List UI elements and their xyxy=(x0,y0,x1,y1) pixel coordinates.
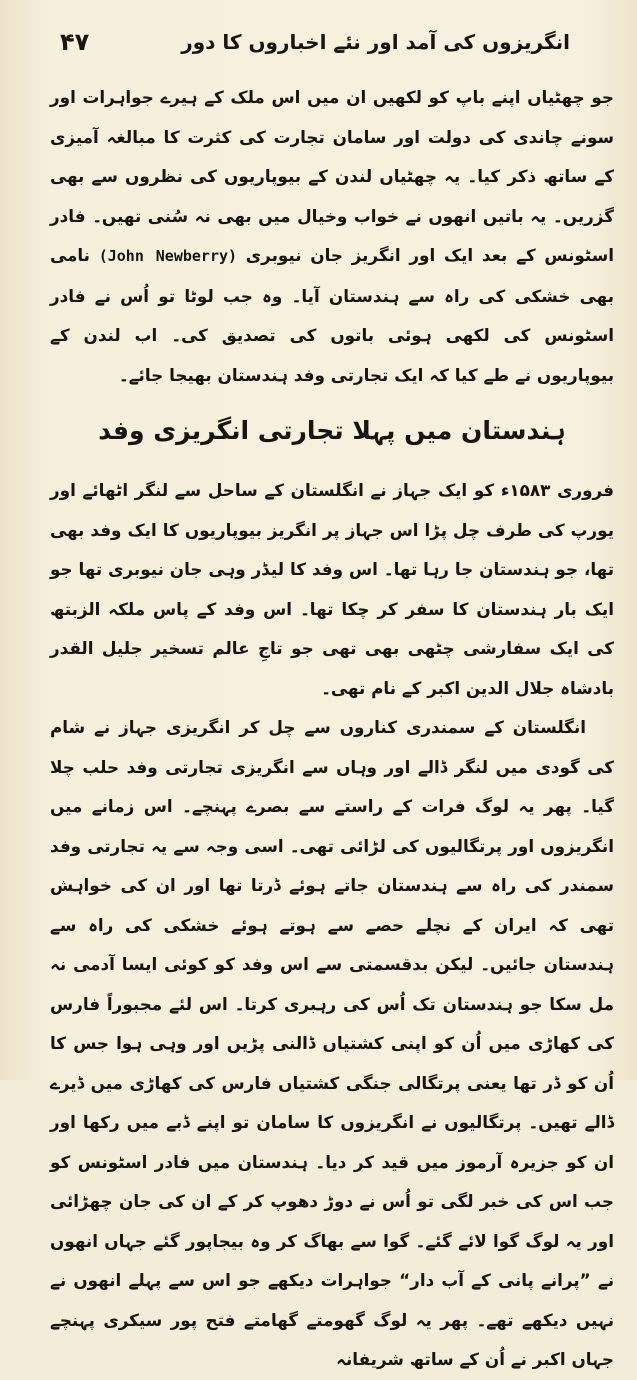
paragraph-1-line: بیوپاریوں کی نظروں سے بھی گزریں۔ یہ باتیں انھوں نے خواب وخیال میں بھی نہ سُنی تھیں۔ فادر xyxy=(50,166,614,226)
page-body xyxy=(50,78,614,1380)
paragraph-3-line: نے نہیں دیکھے تھے۔ پھر یہ لوگ گھومتے گھامتے فتح پور سیکری پہنچے جہاں اکبر نے اُن کے ساتھ شریفانہ xyxy=(50,1270,614,1369)
section-heading: ہندستان میں پہلا تجارتی انگریزی وفد xyxy=(98,416,566,445)
paragraph-1-line: دولت اور سامان تجارت کی کثرت کا مبالغہ آمیزی کے ساتھ ذکر کیا۔ یہ چھٹیاں لندن کے xyxy=(50,126,614,186)
paragraph-3-line: کر وہ بیجاپور گئے جہاں انھوں نے ”پرانے پانی کے آب دار“ جواہرات دیکھے جو اس سے پہلے انھوں xyxy=(50,1230,614,1290)
paragraph-2-line: فروری ۱۵۸۳ء کو ایک جہاز نے انگلستان کے ساحل سے لنگر اٹھائے اور یورپ کی طرف چل پڑا xyxy=(50,480,615,540)
paragraph-3-line: کرتا۔ اس لئے مجبوراً فارس کی کھاڑی میں اُن کو اپنی کشتیاں ڈالنی پڑیں اور وہی ہوا جس کا اُن کو xyxy=(50,993,614,1093)
paragraph-3-line: انگلستان کے سمندری کناروں سے چل کر انگریزی جہاز نے شام کی گودی میں لنگر ڈالے اور xyxy=(50,717,614,777)
paragraph-2-line: اس جہاز پر انگریز بیوپاریوں کا ایک وفد بھی تھا، جو ہندستان جا رہا تھا۔ اس وفد کا لیڈر وہی جان نیوبری xyxy=(50,519,614,579)
paragraph-3-line: سامان تو اپنے ڈبے میں رکھا اور ان کو جزیرہ آرموز میں قید کر دیا۔ ہندستان میں فادر اسٹونس کو جب xyxy=(50,1112,615,1211)
paragraph-1 xyxy=(50,78,614,395)
paragraph-3-line: ڈر تھا یعنی پرتگالی جنگی کشتیاں فارس کی کھاڑی میں ڈیرے ڈالے تھیں۔ پرتگالیوں نے انگریزوں کا xyxy=(50,1072,614,1132)
paragraph-3-line: ہندستان جائیں۔ لیکن بدقسمتی سے اس وفد کو کوئی ایسا آدمی نہ مل سکا جو ہندستان تک اُس کی رہبری xyxy=(50,954,614,1014)
paragraph-1-line: نامی بھی خشکی کی راہ xyxy=(50,245,615,306)
paragraph-3 xyxy=(50,708,614,1380)
paragraph-1-line: اسٹونس کے بعد ایک اور انگریز جان نیوبری xyxy=(245,245,615,265)
paragraph-3-line: جاتے ہوئے ڈرتا تھا اور ان کی خواہش تھی کہ ایران کے نچلے حصے سے ہوتے ہوئے خشکی کی راہ سے xyxy=(50,875,614,935)
paragraph-2-line: تھا جو ایک بار ہندستان کا سفر کر چکا تھا۔ اس وفد کے پاس ملکہ الزبتھ کی ایک سفارشی چٹھی بھی تھی جو تاجِ عالم xyxy=(50,559,614,658)
paragraph-2 xyxy=(50,471,614,708)
paragraph-1-line: لندن کے بیوپاریوں نے طے کیا کہ ایک تجارتی وفد ہندستان بھیجا جائے۔ xyxy=(50,325,614,385)
page-header xyxy=(40,22,600,62)
paragraph-1-line: جو چھٹیاں اپنے باپ کو لکھیں ان میں اس ملک کے ہیرے جواہرات اور سونے چاندی کی xyxy=(50,87,615,147)
paragraph-3-line: اس کی خبر لگی تو اُس نے دوڑ دھوپ کر کے ان کی جان چھڑائی اور یہ لوگ گوا لائے گئے۔ گوا سے بھاگ xyxy=(50,1191,614,1251)
page-number: ۴۷ xyxy=(60,28,90,56)
paragraph-3-line: وہاں سے انگریزی تجارتی وفد حلب چلا گیا۔ پھر یہ لوگ فرات کے راستے سے بصرے پہنچے۔ اس زمانے xyxy=(50,756,615,816)
english-name-john-newberry: (John Newberry) xyxy=(98,247,238,265)
paragraph-2-line: تسخیر جلیل القدر بادشاہ جلال الدین اکبر کے نام تھی۔ xyxy=(50,638,614,698)
paragraph-3-line: میں انگریزوں اور پرتگالیوں کی لڑائی تھی۔ اسی وجہ سے یہ تجارتی وفد سمندر کی راہ سے ہندستان xyxy=(50,796,614,895)
paragraph-1-line: سے ہندستان آیا۔ وہ جب لوٹا تو اُس نے فادر اسٹونس کی لکھی ہوئی باتوں کی تصدیق کی۔ اب xyxy=(50,285,614,345)
running-title: انگریزوں کی آمد اور نئے اخباروں کا دور xyxy=(181,30,570,54)
